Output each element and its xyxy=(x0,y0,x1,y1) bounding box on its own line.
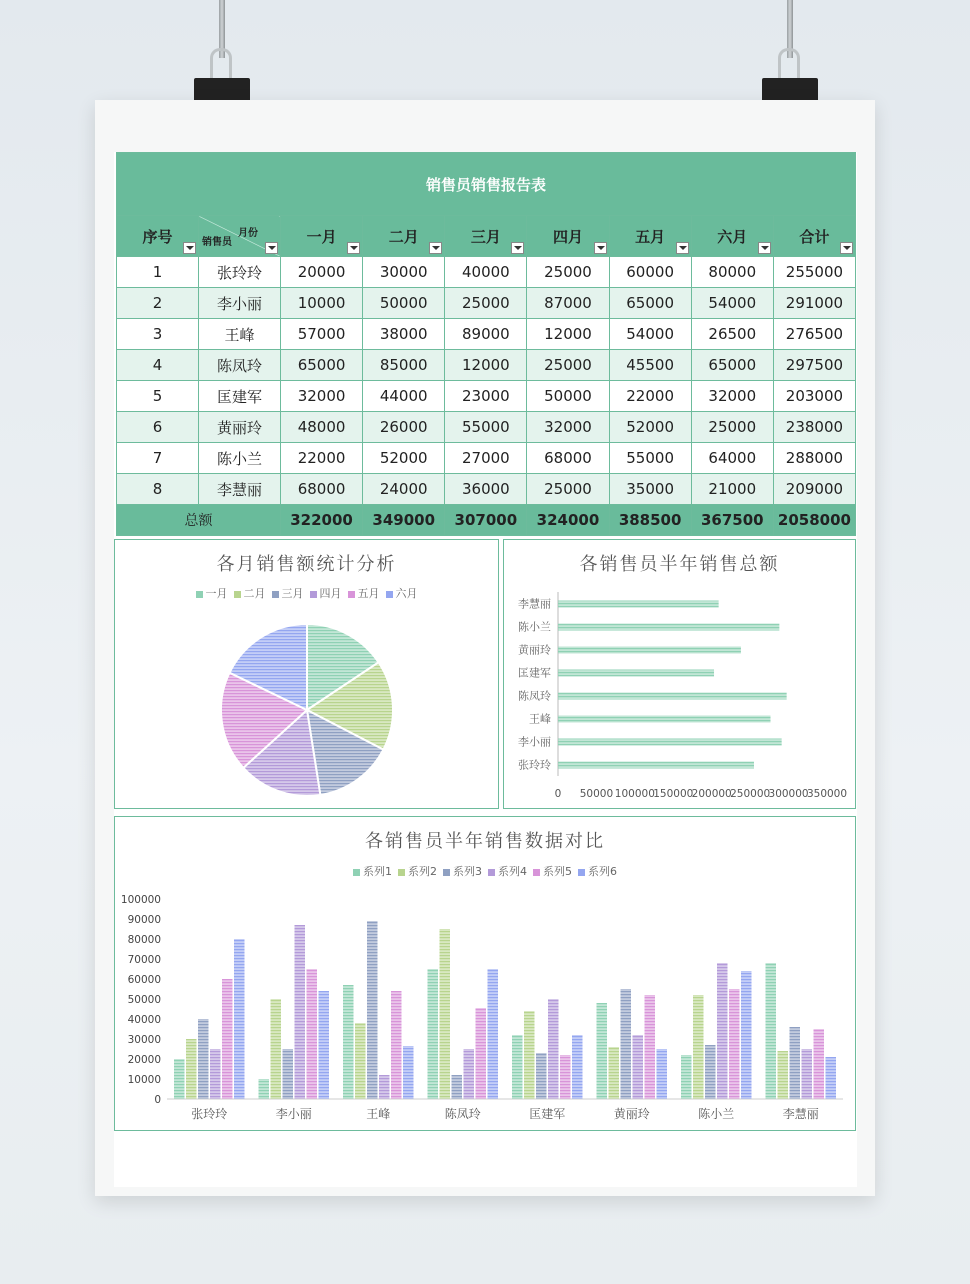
month-value: 25000 xyxy=(527,350,609,381)
binder-clip-right xyxy=(762,48,818,108)
pie-chart-box xyxy=(114,539,499,809)
row-total: 288000 xyxy=(773,443,855,474)
total-cell: 367500 xyxy=(691,505,773,536)
row-index: 3 xyxy=(117,319,199,350)
month-value: 24000 xyxy=(363,474,445,505)
header-month: 四月 xyxy=(527,216,609,257)
month-value: 21000 xyxy=(691,474,773,505)
column-bar xyxy=(259,1079,270,1099)
column-bar xyxy=(174,1059,185,1099)
table-row xyxy=(117,288,856,319)
category-label: 匡建军 xyxy=(529,1107,566,1121)
month-value: 35000 xyxy=(609,474,691,505)
x-tick-label: 100000 xyxy=(614,788,655,800)
y-tick-label: 30000 xyxy=(127,1034,161,1046)
category-label: 黄丽玲 xyxy=(518,643,551,657)
row-index: 6 xyxy=(117,412,199,443)
month-value: 65000 xyxy=(691,350,773,381)
month-value: 23000 xyxy=(445,381,527,412)
filter-dropdown-icon[interactable] xyxy=(758,242,771,254)
month-value: 54000 xyxy=(691,288,773,319)
column-bar xyxy=(560,1055,571,1099)
hbar xyxy=(558,693,787,700)
x-tick-label: 350000 xyxy=(806,788,848,800)
seller-name: 李慧丽 xyxy=(199,474,281,505)
binder-clip-left xyxy=(194,48,250,108)
category-label: 陈小兰 xyxy=(698,1107,735,1121)
filter-dropdown-icon[interactable] xyxy=(840,242,853,254)
row-index: 8 xyxy=(117,474,199,505)
column-bar xyxy=(633,1035,644,1099)
month-value: 25000 xyxy=(445,288,527,319)
month-value: 45500 xyxy=(609,350,691,381)
column-bar xyxy=(234,939,245,1099)
month-value: 85000 xyxy=(363,350,445,381)
seller-name: 王峰 xyxy=(199,319,281,350)
month-value: 25000 xyxy=(691,412,773,443)
column-bar xyxy=(186,1039,197,1099)
table-row xyxy=(117,443,856,474)
column-bar xyxy=(717,963,728,1099)
column-chart-title: 各销售员半年销售数据对比 xyxy=(365,831,605,852)
month-value: 32000 xyxy=(691,381,773,412)
column-bar xyxy=(343,985,354,1099)
month-value: 50000 xyxy=(527,381,609,412)
month-value: 32000 xyxy=(527,412,609,443)
seller-name: 陈小兰 xyxy=(199,443,281,474)
hbar xyxy=(558,601,719,608)
total-cell: 324000 xyxy=(527,505,609,536)
month-value: 36000 xyxy=(445,474,527,505)
month-value: 26000 xyxy=(363,412,445,443)
column-bar xyxy=(210,1049,221,1099)
filter-dropdown-icon[interactable] xyxy=(265,242,278,254)
row-total: 297500 xyxy=(773,350,855,381)
row-index: 2 xyxy=(117,288,199,319)
y-tick-label: 80000 xyxy=(127,934,161,946)
row-index: 5 xyxy=(117,381,199,412)
column-bar xyxy=(464,1049,475,1099)
legend-label: 系列1 xyxy=(363,865,392,878)
month-value: 50000 xyxy=(363,288,445,319)
column-bar xyxy=(766,963,777,1099)
column-bar xyxy=(657,1049,668,1099)
column-bar xyxy=(391,991,402,1099)
month-value: 52000 xyxy=(609,412,691,443)
column-bar xyxy=(307,969,318,1099)
month-value: 10000 xyxy=(281,288,363,319)
column-bar xyxy=(681,1055,692,1099)
category-label: 李小丽 xyxy=(518,735,551,749)
header-month: 六月 xyxy=(691,216,773,257)
row-total: 209000 xyxy=(773,474,855,505)
x-tick-label: 0 xyxy=(554,788,562,800)
seller-name: 张玲玲 xyxy=(199,257,281,288)
y-tick-label: 60000 xyxy=(127,974,161,986)
month-value: 64000 xyxy=(691,443,773,474)
filter-dropdown-icon[interactable] xyxy=(511,242,524,254)
month-value: 25000 xyxy=(527,257,609,288)
column-bar xyxy=(802,1049,813,1099)
category-label: 陈小兰 xyxy=(518,620,551,634)
y-tick-label: 0 xyxy=(154,1094,161,1106)
column-bar xyxy=(645,995,656,1099)
column-bar xyxy=(826,1057,837,1099)
month-value: 48000 xyxy=(281,412,363,443)
category-label: 王峰 xyxy=(366,1107,391,1121)
category-label: 黄丽玲 xyxy=(613,1107,650,1121)
column-bar xyxy=(428,969,439,1099)
row-total: 203000 xyxy=(773,381,855,412)
column-bar xyxy=(512,1035,523,1099)
column-bar xyxy=(403,1046,414,1099)
category-label: 张玲玲 xyxy=(191,1107,228,1121)
column-bar xyxy=(452,1075,463,1099)
month-value: 12000 xyxy=(527,319,609,350)
month-value: 65000 xyxy=(281,350,363,381)
hbar-chart xyxy=(504,540,855,808)
month-value: 87000 xyxy=(527,288,609,319)
month-value: 68000 xyxy=(281,474,363,505)
column-bar xyxy=(705,1045,716,1099)
hbar-chart-title: 各销售员半年销售总额 xyxy=(579,554,780,575)
column-bar xyxy=(379,1075,390,1099)
x-tick-label: 200000 xyxy=(691,788,732,800)
filter-dropdown-icon[interactable] xyxy=(676,242,689,254)
category-label: 陈凤玲 xyxy=(518,689,551,703)
legend-label: 五月 xyxy=(357,587,380,600)
month-value: 44000 xyxy=(363,381,445,412)
row-total: 276500 xyxy=(773,319,855,350)
totals-row xyxy=(117,505,856,536)
category-label: 张玲玲 xyxy=(518,758,551,772)
month-value: 60000 xyxy=(609,257,691,288)
month-value: 65000 xyxy=(609,288,691,319)
legend-label: 系列4 xyxy=(498,865,527,878)
table-row xyxy=(117,350,856,381)
column-bar xyxy=(222,979,233,1099)
category-label: 王峰 xyxy=(529,712,551,726)
seller-name: 黄丽玲 xyxy=(199,412,281,443)
y-tick-label: 40000 xyxy=(127,1014,161,1026)
column-bar xyxy=(367,921,378,1099)
legend-label: 系列2 xyxy=(408,865,437,878)
y-tick-label: 90000 xyxy=(127,914,161,926)
column-bar xyxy=(524,1011,535,1099)
table-row xyxy=(117,412,856,443)
category-label: 李慧丽 xyxy=(782,1107,819,1121)
legend-label: 六月 xyxy=(395,587,418,600)
category-label: 陈凤玲 xyxy=(444,1107,481,1121)
header-index: 序号 xyxy=(117,216,199,257)
column-chart xyxy=(115,817,855,1130)
column-bar xyxy=(597,1003,608,1099)
column-bar xyxy=(536,1053,547,1099)
totals-label: 总额 xyxy=(117,505,281,536)
column-bar xyxy=(319,991,330,1099)
filter-dropdown-icon[interactable] xyxy=(429,242,442,254)
seller-name: 李小丽 xyxy=(199,288,281,319)
x-tick-label: 50000 xyxy=(579,788,614,800)
hbar xyxy=(558,647,741,654)
month-value: 68000 xyxy=(527,443,609,474)
header-month: 二月 xyxy=(363,216,445,257)
month-value: 27000 xyxy=(445,443,527,474)
column-bar xyxy=(440,929,451,1099)
month-value: 22000 xyxy=(281,443,363,474)
month-value: 40000 xyxy=(445,257,527,288)
header-month: 三月 xyxy=(445,216,527,257)
column-bar xyxy=(814,1029,825,1099)
column-bar xyxy=(198,1019,209,1099)
row-total: 238000 xyxy=(773,412,855,443)
seller-name: 匡建军 xyxy=(199,381,281,412)
month-value: 80000 xyxy=(691,257,773,288)
header-total: 合计 xyxy=(773,216,855,257)
poster-paper xyxy=(95,100,875,1196)
legend-label: 系列3 xyxy=(453,865,482,878)
seller-name: 陈凤玲 xyxy=(199,350,281,381)
month-value: 32000 xyxy=(281,381,363,412)
pie-chart xyxy=(115,540,498,808)
column-bar xyxy=(295,925,306,1099)
month-value: 12000 xyxy=(445,350,527,381)
table-row xyxy=(117,381,856,412)
header-row xyxy=(117,216,856,257)
hbar-chart-box xyxy=(503,539,856,809)
hbar xyxy=(558,716,771,723)
pie-chart-title: 各月销售额统计分析 xyxy=(216,554,397,575)
legend-label: 系列5 xyxy=(543,865,572,878)
x-tick-label: 250000 xyxy=(730,788,771,800)
x-tick-label: 150000 xyxy=(653,788,694,800)
legend-label: 三月 xyxy=(281,587,304,600)
month-value: 89000 xyxy=(445,319,527,350)
y-tick-label: 70000 xyxy=(127,954,161,966)
y-tick-label: 50000 xyxy=(127,994,161,1006)
legend-label: 二月 xyxy=(243,587,266,600)
column-bar xyxy=(741,971,752,1099)
filter-dropdown-icon[interactable] xyxy=(183,242,196,254)
filter-dropdown-icon[interactable] xyxy=(594,242,607,254)
category-label: 匡建军 xyxy=(518,666,551,680)
report-title: 销售员销售报告表 xyxy=(117,153,856,216)
column-bar xyxy=(355,1023,366,1099)
sales-report-table xyxy=(116,152,856,536)
table-row xyxy=(117,257,856,288)
column-bar xyxy=(488,969,499,1099)
column-bar xyxy=(621,989,632,1099)
row-total: 255000 xyxy=(773,257,855,288)
month-value: 55000 xyxy=(609,443,691,474)
y-tick-label: 20000 xyxy=(127,1054,161,1066)
column-bar xyxy=(271,999,282,1099)
column-bar xyxy=(609,1047,620,1099)
row-index: 4 xyxy=(117,350,199,381)
header-month: 一月 xyxy=(281,216,363,257)
row-index: 1 xyxy=(117,257,199,288)
month-value: 25000 xyxy=(527,474,609,505)
month-value: 54000 xyxy=(609,319,691,350)
column-bar xyxy=(729,989,740,1099)
report-sheet xyxy=(114,152,857,1187)
header-diagonal: 月份 销售员 xyxy=(199,216,281,257)
column-bar xyxy=(476,1008,487,1099)
column-bar xyxy=(778,1051,789,1099)
y-tick-label: 10000 xyxy=(127,1074,161,1086)
column-chart-box xyxy=(114,816,856,1131)
grand-total-cell: 2058000 xyxy=(773,505,855,536)
hbar xyxy=(558,739,782,746)
hbar xyxy=(558,762,754,769)
total-cell: 307000 xyxy=(445,505,527,536)
y-tick-label: 100000 xyxy=(120,894,161,906)
column-bar xyxy=(572,1035,583,1099)
month-value: 52000 xyxy=(363,443,445,474)
row-index: 7 xyxy=(117,443,199,474)
month-value: 22000 xyxy=(609,381,691,412)
legend-label: 一月 xyxy=(205,587,228,600)
month-value: 30000 xyxy=(363,257,445,288)
total-cell: 349000 xyxy=(363,505,445,536)
hbar xyxy=(558,670,714,677)
table-row xyxy=(117,319,856,350)
month-value: 55000 xyxy=(445,412,527,443)
table-row xyxy=(117,474,856,505)
month-value: 38000 xyxy=(363,319,445,350)
month-value: 26500 xyxy=(691,319,773,350)
total-cell: 322000 xyxy=(281,505,363,536)
column-bar xyxy=(693,995,704,1099)
legend-label: 系列6 xyxy=(588,865,617,878)
month-value: 20000 xyxy=(281,257,363,288)
legend-label: 四月 xyxy=(319,587,342,600)
column-bar xyxy=(283,1049,294,1099)
column-bar xyxy=(790,1027,801,1099)
x-tick-label: 300000 xyxy=(768,788,809,800)
filter-dropdown-icon[interactable] xyxy=(347,242,360,254)
category-label: 李小丽 xyxy=(275,1107,312,1121)
column-bar xyxy=(548,999,559,1099)
hbar xyxy=(558,624,779,631)
header-month: 五月 xyxy=(609,216,691,257)
month-value: 57000 xyxy=(281,319,363,350)
category-label: 李慧丽 xyxy=(518,597,551,611)
row-total: 291000 xyxy=(773,288,855,319)
total-cell: 388500 xyxy=(609,505,691,536)
